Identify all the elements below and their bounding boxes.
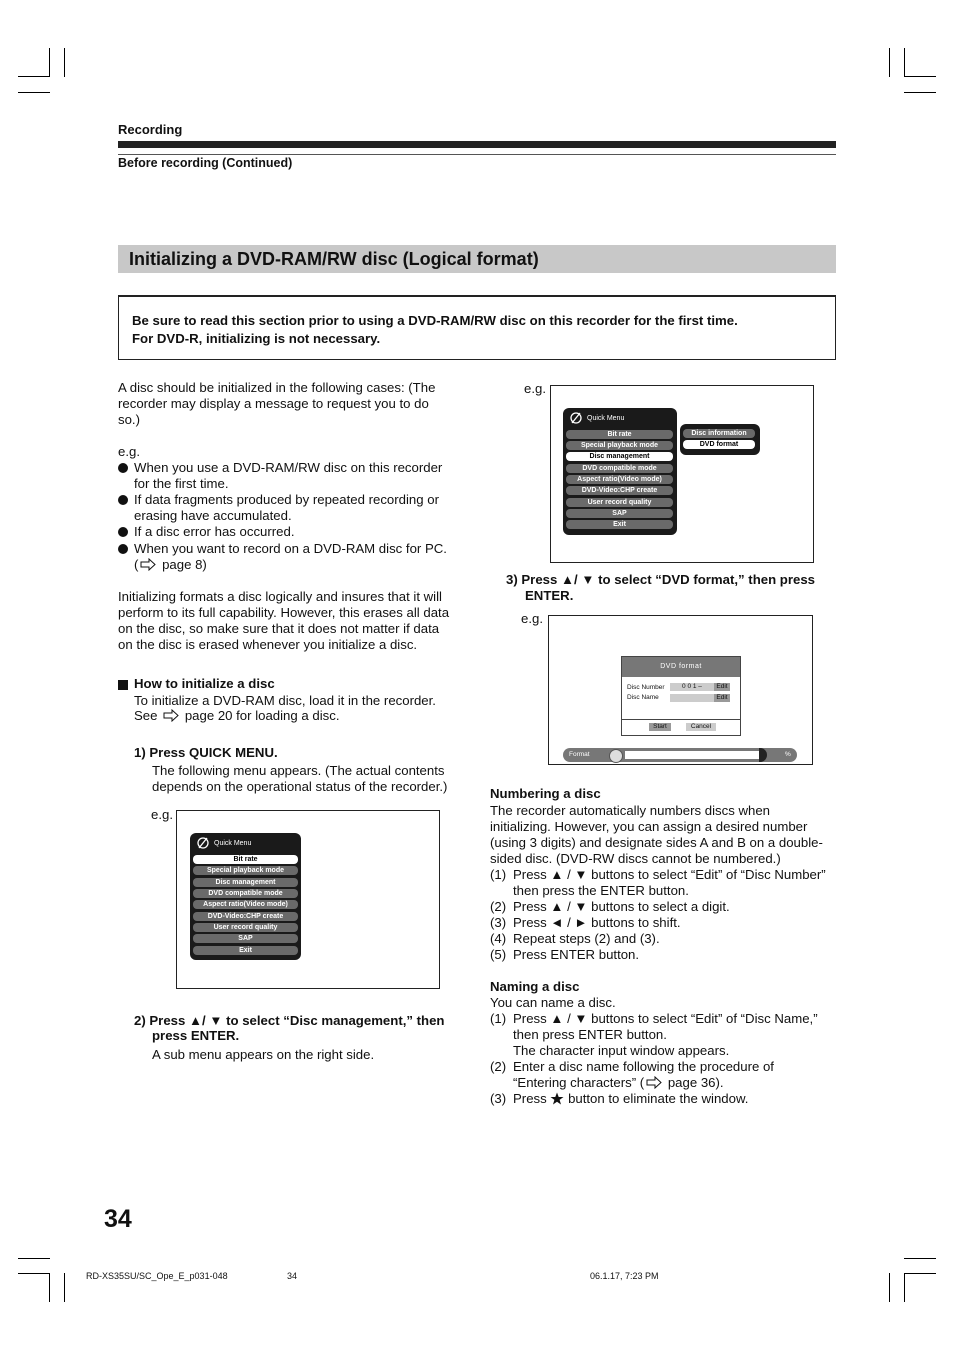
menu-item-bit-rate[interactable]: Bit rate xyxy=(193,855,298,864)
paragraph-line: perform to its full capability. However, this erases all data xyxy=(118,605,450,620)
format-progress-cap xyxy=(759,748,767,762)
naming-heading: Naming a disc xyxy=(490,979,580,994)
disc-number-label: Disc Number xyxy=(627,684,665,691)
menu-item-chp-create[interactable]: DVD-Video:CHP create xyxy=(566,486,673,495)
format-dialog-divider xyxy=(622,719,740,720)
header-rule xyxy=(118,141,836,148)
format-progress-track xyxy=(625,751,761,759)
step-1-text: The following menu appears. (The actual contents xyxy=(152,763,445,778)
cancel-button[interactable]: Cancel xyxy=(686,723,716,731)
title-bar xyxy=(118,245,836,273)
page-title: Initializing a DVD-RAM/RW disc (Logical format) xyxy=(129,249,539,269)
footer-date: 06.1.17, 7:23 PM xyxy=(590,1271,659,1281)
intro-line: so.) xyxy=(118,412,140,427)
disc-number-field[interactable]: 0 0 1 – xyxy=(670,683,714,691)
numbering-line: (using 3 digits) and designate sides A and B on a double- xyxy=(490,835,823,850)
menu-item-special-playback[interactable]: Special playback mode xyxy=(193,866,298,875)
bullet-text: erasing have accumulated. xyxy=(134,508,292,523)
numbering-line: The recorder automatically numbers discs when xyxy=(490,803,770,818)
disc-submenu xyxy=(680,424,760,455)
arrow-icon xyxy=(163,709,179,722)
quick-menu xyxy=(190,833,301,960)
footer-page: 34 xyxy=(287,1271,298,1281)
bullet-icon xyxy=(118,544,128,554)
disc-name-edit-button[interactable]: Edit xyxy=(714,694,730,702)
menu-item-user-record-quality[interactable]: User record quality xyxy=(566,498,673,507)
howto-heading: How to initialize a disc xyxy=(134,676,275,691)
section-label: Recording xyxy=(118,122,183,137)
howto-line-2: See page 20 for loading a disc. xyxy=(134,708,340,723)
menu-item-aspect-ratio[interactable]: Aspect ratio(Video mode) xyxy=(193,900,298,909)
step-1-text: depends on the operational status of the recorder.) xyxy=(152,779,448,794)
list-item xyxy=(118,492,468,524)
menu-item-sap[interactable]: SAP xyxy=(193,934,298,943)
bullet-icon xyxy=(118,527,128,537)
bullet-icon xyxy=(118,495,128,505)
arrow-icon xyxy=(140,558,156,571)
notice-line-2: For DVD-R, initializing is not necessary. xyxy=(132,331,381,346)
menu-item-aspect-ratio[interactable]: Aspect ratio(Video mode) xyxy=(566,475,673,484)
list-item xyxy=(118,524,468,540)
menu-item-bit-rate[interactable]: Bit rate xyxy=(566,430,673,439)
format-dialog-title: DVD format xyxy=(660,663,702,670)
numbering-heading: Numbering a disc xyxy=(490,786,601,801)
menu-item-disc-management[interactable]: Disc management xyxy=(193,878,298,887)
intro-line: A disc should be initialized in the following cases: (The xyxy=(118,380,436,395)
disc-icon xyxy=(609,749,623,763)
quick-menu xyxy=(563,408,677,535)
paragraph-line: Initializing formats a disc logically and insures that it will xyxy=(118,589,442,604)
paragraph-line: on the disc, so make sure that it does not matter if data xyxy=(118,621,440,636)
numbering-line: sided disc. (DVD-RW discs cannot be numbered.) xyxy=(490,851,781,866)
menu-item-sap[interactable]: SAP xyxy=(566,509,673,518)
submenu-item-disc-information[interactable]: Disc information xyxy=(683,429,755,438)
menu-item-disc-management[interactable]: Disc management xyxy=(566,452,673,461)
menu-item-special-playback[interactable]: Special playback mode xyxy=(566,441,673,450)
quick-menu-title: Quick Menu xyxy=(214,840,252,847)
bullet-text: If a disc error has occurred. xyxy=(134,524,295,539)
numbering-line: initializing. However, you can assign a desired number xyxy=(490,819,808,834)
square-bullet-icon xyxy=(118,680,128,690)
notice-box xyxy=(118,295,836,360)
bullet-text: ( xyxy=(134,557,139,572)
format-progress-unit: % xyxy=(785,751,791,758)
intro-line: recorder may display a message to request you to do xyxy=(118,396,429,411)
howto-line: To initialize a DVD-RAM disc, load it in the recorder. xyxy=(134,693,436,708)
screen-example-1 xyxy=(176,810,440,989)
format-progress-bar xyxy=(563,748,797,762)
step-3-heading: 3) Press ▲/ ▼ to select “DVD format,” then press xyxy=(506,572,815,587)
paragraph-line: on the disc is erased whenever you initialize a disc. xyxy=(118,637,418,652)
list-item xyxy=(118,460,468,492)
list-item xyxy=(118,541,468,573)
submenu-item-dvd-format[interactable]: DVD format xyxy=(683,440,755,449)
format-progress-label: Format xyxy=(569,751,590,758)
menu-item-dvd-compatible[interactable]: DVD compatible mode xyxy=(566,464,673,473)
notice-line-1: Be sure to read this section prior to using a DVD-RAM/RW disc on this recorder for the first time. xyxy=(132,313,738,328)
bullet-icon xyxy=(118,463,128,473)
step-3-heading: ENTER. xyxy=(525,588,574,603)
step-2-text: A sub menu appears on the right side. xyxy=(152,1047,375,1062)
eg-label: e.g. xyxy=(118,444,140,459)
screen-example-2 xyxy=(550,385,814,563)
disc-name-field[interactable] xyxy=(670,694,714,702)
menu-item-dvd-compatible[interactable]: DVD compatible mode xyxy=(193,889,298,898)
quick-menu-title: Quick Menu xyxy=(587,415,625,422)
menu-item-user-record-quality[interactable]: User record quality xyxy=(193,923,298,932)
bullet-text: page 8) xyxy=(158,557,207,572)
naming-intro: You can name a disc. xyxy=(490,995,616,1010)
quick-menu-logo-icon xyxy=(569,411,583,425)
star-icon xyxy=(550,1092,564,1105)
quick-menu-logo-icon xyxy=(196,836,210,850)
bullet-text: When you use a DVD-RAM/RW disc on this recorder xyxy=(134,460,443,475)
eg-label: e.g. xyxy=(151,807,173,822)
eg-label: e.g. xyxy=(524,381,546,396)
bullet-text: If data fragments produced by repeated recording or xyxy=(134,492,439,507)
menu-item-exit[interactable]: Exit xyxy=(566,520,673,529)
bullet-text: When you want to record on a DVD-RAM disc for PC. xyxy=(134,541,447,556)
format-dialog-header xyxy=(622,657,740,677)
disc-name-label: Disc Name xyxy=(627,694,659,701)
arrow-icon xyxy=(646,1076,662,1089)
eg-label: e.g. xyxy=(521,611,543,626)
step-2-heading: 2) Press ▲/ ▼ to select “Disc management,” then xyxy=(134,1013,445,1028)
bullet-text: for the first time. xyxy=(134,476,229,491)
footer-file: RD-XS35SU/SC_Ope_E_p031-048 xyxy=(86,1271,228,1281)
menu-item-chp-create[interactable]: DVD-Video:CHP create xyxy=(193,912,298,921)
header-thin-rule xyxy=(118,154,836,155)
disc-number-edit-button[interactable]: Edit xyxy=(714,683,730,691)
step-2-heading: press ENTER. xyxy=(152,1028,240,1043)
page-number: 34 xyxy=(104,1205,132,1233)
start-button[interactable]: Start xyxy=(649,723,671,731)
subsection-label: Before recording (Continued) xyxy=(118,156,293,170)
screen-example-3 xyxy=(548,615,813,765)
menu-item-exit[interactable]: Exit xyxy=(193,946,298,955)
format-dialog xyxy=(621,656,741,736)
step-1-heading: 1) Press QUICK MENU. xyxy=(134,745,278,760)
